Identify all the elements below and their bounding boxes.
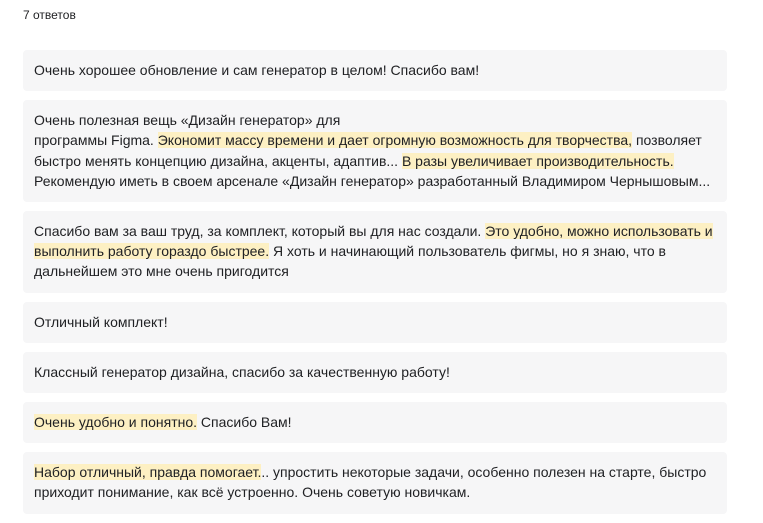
response-card xyxy=(23,402,727,443)
response-list xyxy=(23,50,727,523)
response-text: Отличный комплект! xyxy=(34,313,168,330)
response-text: Рекомендую иметь в своем арсенале «Дизайн генератор» разработанный Владимиром Чернышовым... xyxy=(34,172,711,189)
response-card xyxy=(23,302,727,343)
response-count: 7 ответов xyxy=(23,8,76,22)
highlighted-text: Экономит массу времени и дает огромную возможность для творчества, xyxy=(157,132,633,149)
highlighted-text: Набор отличный, правда помогает. xyxy=(34,464,262,481)
response-text: Очень хорошее обновление и сам генератор в целом! Спасибо вам! xyxy=(34,62,480,78)
response-card xyxy=(23,100,727,202)
highlighted-text: В разы увеличивает производительность. xyxy=(401,152,674,169)
response-text: позволяет быстро менять концепцию дизайна, акценты, адаптив... xyxy=(34,132,702,169)
response-text: .. упростить некоторые задачи, особенно полезен на старте, быстро приходит понимание, как всё устроенно. Очень советую новичкам. xyxy=(34,464,707,501)
response-text: Очень полезная вещь «Дизайн генератор» для xyxy=(34,112,341,129)
response-card xyxy=(23,50,727,91)
response-text: программы Figma. xyxy=(34,132,158,149)
highlighted-text: Очень удобно и понятно. xyxy=(34,414,198,431)
response-text: Я хоть и начинающий пользователь фигмы, но я знаю, что в дальнейшем это мне очень пригодится xyxy=(34,243,666,280)
response-text: Спасибо Вам! xyxy=(197,414,292,431)
response-text: Классный генератор дизайна, спасибо за качественную работу! xyxy=(34,363,450,380)
response-card xyxy=(23,452,727,513)
response-card xyxy=(23,211,727,293)
highlighted-text: Это удобно, можно использовать и выполнить работу гораздо быстрее. xyxy=(34,223,713,260)
response-text: Спасибо вам за ваш труд, за комплект, который вы для нас создали. xyxy=(34,223,486,240)
response-card xyxy=(23,352,727,393)
